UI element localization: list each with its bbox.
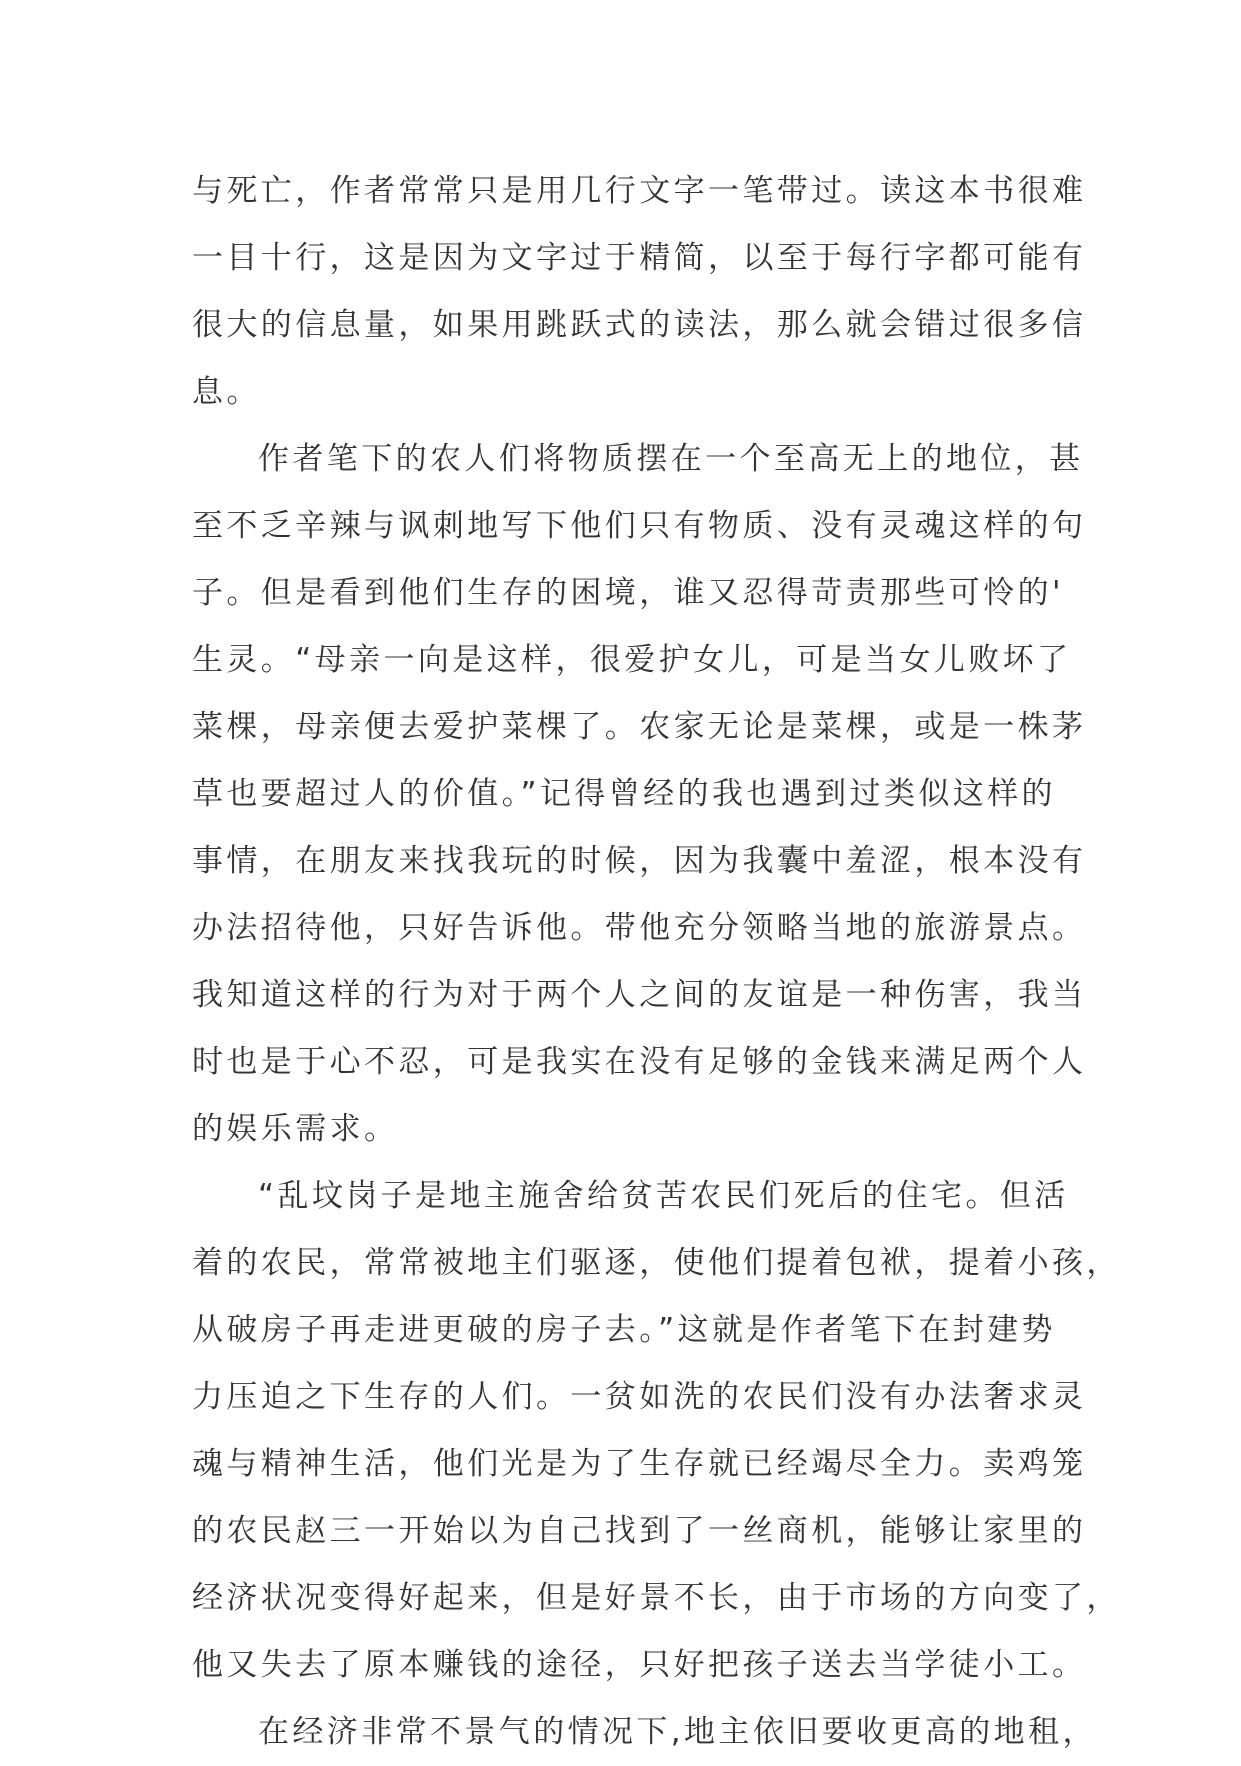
text-line: 他又失去了原本赚钱的途径，只好把孩子送去当学徒小工。 [192, 1647, 1087, 1683]
text-line: 菜棵，母亲便去爱护菜棵了。农家无论是菜棵，或是一株茅 [192, 709, 1087, 745]
text-line: 办法招待他，只好告诉他。带他充分领略当地的旅游景点。 [192, 910, 1087, 946]
text-line: 的农民赵三一开始以为自己找到了一丝商机，能够让家里的 [192, 1513, 1087, 1549]
text-line: 在经济非常不景气的情况下,地主依旧要收更高的地租， [258, 1714, 1097, 1750]
text-line: 我知道这样的行为对于两个人之间的友谊是一种伤害，我当 [192, 977, 1087, 1013]
text-line: 经济状况变得好起来，但是好景不长，由于市场的方向变了， [192, 1580, 1121, 1616]
text-line: 草也要超过人的价值。”记得曾经的我也遇到过类似这样的 [192, 776, 1056, 812]
paragraph-3 [192, 1163, 1121, 1699]
paragraph-2 [192, 426, 1087, 1163]
text-line: 很大的信息量，如果用跳跃式的读法，那么就会错过很多信 [192, 307, 1087, 343]
text-line: 魂与精神生活，他们光是为了生存就已经竭尽全力。卖鸡笼 [192, 1446, 1087, 1482]
text-line: “乱坟岗子是地主施舍给贫苦农民们死后的住宅。但活 [258, 1178, 1069, 1214]
text-line: 力压迫之下生存的人们。一贫如洗的农民们没有办法奢求灵 [192, 1379, 1087, 1415]
text-line: 生灵。“母亲一向是这样，很爱护女儿，可是当女儿败坏了 [192, 642, 1072, 678]
text-line: 作者笔下的农人们将物质摆在一个至高无上的地位，甚 [258, 441, 1084, 477]
paragraph-1 [192, 158, 1087, 426]
text-line: 息。 [192, 374, 261, 410]
text-line: 子。但是看到他们生存的困境，谁又忍得苛责那些可怜的' [192, 575, 1064, 611]
text-line: 与死亡，作者常常只是用几行文字一笔带过。读这本书很难 [192, 173, 1087, 209]
text-line: 时也是于心不忍，可是我实在没有足够的金钱来满足两个人 [192, 1044, 1087, 1080]
text-line: 着的农民，常常被地主们驱逐，使他们提着包袱，提着小孩， [192, 1245, 1121, 1281]
paragraph-4 [192, 1699, 1097, 1766]
text-line: 从破房子再走进更破的房子去。”这就是作者笔下在封建势 [192, 1312, 1056, 1348]
text-line: 至不乏辛辣与讽刺地写下他们只有物质、没有灵魂这样的句 [192, 508, 1087, 544]
text-line: 事情，在朋友来找我玩的时候，因为我囊中羞涩，根本没有 [192, 843, 1087, 879]
body-text [192, 158, 1121, 1766]
text-line: 一目十行，这是因为文字过于精简，以至于每行字都可能有 [192, 240, 1087, 276]
text-line: 的娱乐需求。 [192, 1111, 399, 1147]
